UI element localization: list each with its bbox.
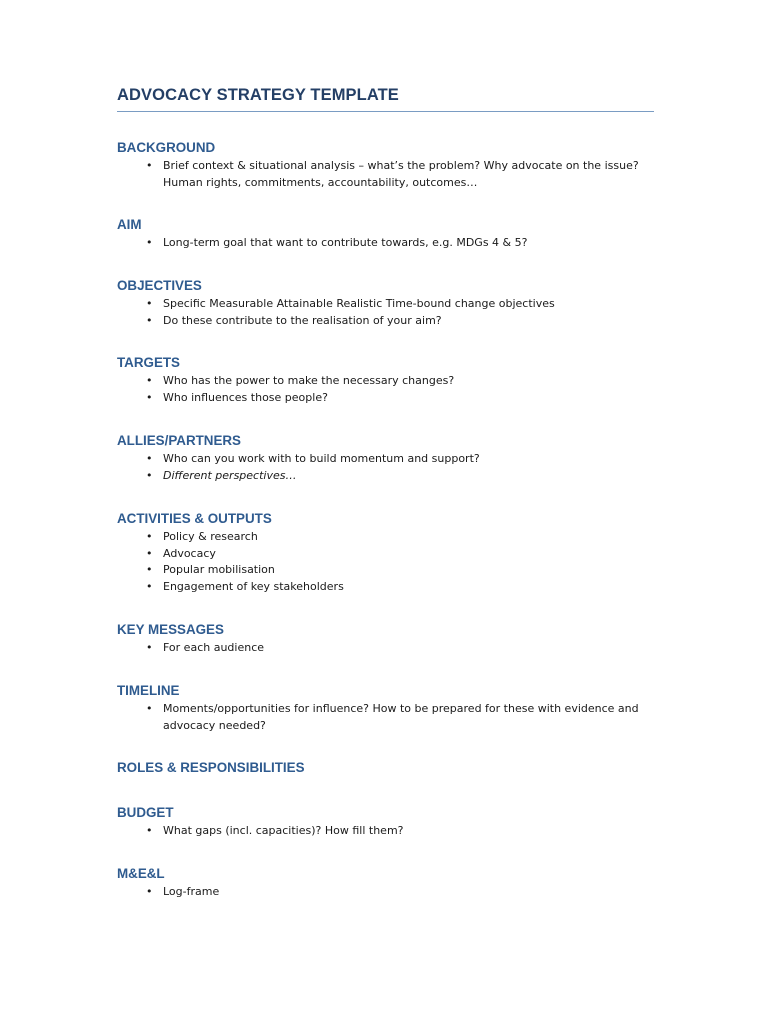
bullet-item bbox=[117, 823, 657, 840]
bullet-dot-icon: • bbox=[146, 297, 153, 310]
bullet-text: Do these contribute to the realisation of your aim? bbox=[163, 313, 442, 327]
bullet-list bbox=[117, 235, 657, 252]
bullet-list bbox=[117, 701, 657, 734]
bullet-text: Different perspectives… bbox=[163, 468, 297, 482]
section-heading: TARGETS bbox=[117, 355, 180, 370]
bullet-text: Log-frame bbox=[163, 885, 220, 898]
bullet-list bbox=[117, 373, 657, 406]
bullet-list bbox=[117, 640, 657, 657]
section-timeline bbox=[117, 683, 657, 734]
bullet-text: Specific Measurable Attainable Realistic Time-bound change objectives bbox=[163, 297, 555, 310]
section-background bbox=[117, 140, 657, 191]
section-key-messages bbox=[117, 622, 657, 657]
bullet-item bbox=[117, 562, 657, 579]
bullet-dot-icon: • bbox=[146, 390, 153, 404]
section-heading: ACTIVITIES & OUTPUTS bbox=[117, 511, 272, 526]
section-heading: M&E&L bbox=[117, 866, 165, 881]
bullet-item bbox=[117, 529, 657, 546]
bullet-text: For each audience bbox=[163, 641, 265, 654]
bullet-item bbox=[117, 390, 657, 407]
bullet-dot-icon: • bbox=[146, 824, 153, 837]
section-targets bbox=[117, 355, 657, 406]
bullet-item bbox=[117, 546, 657, 563]
bullet-list bbox=[117, 158, 657, 191]
bullet-dot-icon: • bbox=[146, 236, 153, 249]
bullet-item bbox=[117, 701, 657, 734]
bullet-item bbox=[117, 296, 657, 313]
bullet-item bbox=[117, 373, 657, 390]
section-activities-outputs bbox=[117, 511, 657, 595]
section-heading: ROLES & RESPONSIBILITIES bbox=[117, 760, 305, 775]
bullet-text: Moments/opportunities for influence? How to be prepared for these with evidence and advocacy needed? bbox=[163, 702, 639, 732]
bullet-text: Who influences those people? bbox=[163, 390, 328, 404]
bullet-item bbox=[117, 579, 657, 596]
bullet-text: Advocacy bbox=[163, 546, 216, 560]
bullet-dot-icon: • bbox=[146, 641, 153, 654]
bullet-dot-icon: • bbox=[146, 546, 153, 560]
bullet-text: Engagement of key stakeholders bbox=[163, 579, 344, 593]
section-heading: AIM bbox=[117, 217, 142, 232]
bullet-item bbox=[117, 235, 657, 252]
bullet-text: Who has the power to make the necessary changes? bbox=[163, 374, 455, 387]
section-heading: KEY MESSAGES bbox=[117, 622, 224, 637]
bullet-dot-icon: • bbox=[146, 313, 153, 327]
section-heading: BUDGET bbox=[117, 805, 174, 820]
section-budget bbox=[117, 805, 657, 840]
bullet-item bbox=[117, 313, 657, 330]
bullet-dot-icon: • bbox=[146, 159, 153, 172]
section-heading: OBJECTIVES bbox=[117, 278, 202, 293]
bullet-text: Popular mobilisation bbox=[163, 563, 275, 576]
section-aim bbox=[117, 217, 657, 252]
bullet-item bbox=[117, 451, 657, 468]
section-heading: ALLIES/PARTNERS bbox=[117, 433, 241, 448]
bullet-item bbox=[117, 468, 657, 485]
bullet-list bbox=[117, 823, 657, 840]
bullet-dot-icon: • bbox=[146, 374, 153, 387]
section-allies-partners bbox=[117, 433, 657, 484]
bullet-item bbox=[117, 884, 657, 901]
bullet-item bbox=[117, 640, 657, 657]
bullet-dot-icon: • bbox=[146, 530, 153, 543]
bullet-dot-icon: • bbox=[146, 579, 153, 593]
section-objectives bbox=[117, 278, 657, 329]
bullet-list bbox=[117, 296, 657, 329]
bullet-text: Long-term goal that want to contribute towards, e.g. MDGs 4 & 5? bbox=[163, 236, 528, 249]
title-divider bbox=[117, 111, 654, 112]
document-title: ADVOCACY STRATEGY TEMPLATE bbox=[117, 86, 399, 104]
section-m-e-l bbox=[117, 866, 657, 901]
bullet-list bbox=[117, 451, 657, 484]
bullet-list bbox=[117, 529, 657, 595]
bullet-text: What gaps (incl. capacities)? How fill them? bbox=[163, 824, 404, 837]
section-heading: TIMELINE bbox=[117, 683, 180, 698]
bullet-text: Policy & research bbox=[163, 530, 258, 543]
bullet-dot-icon: • bbox=[146, 563, 153, 576]
bullet-list bbox=[117, 884, 657, 901]
section-roles-responsibilities bbox=[117, 760, 657, 776]
bullet-text: Brief context & situational analysis – what’s the problem? Why advocate on the issue? Human rights, commitments, accountability, outcomes… bbox=[163, 159, 639, 189]
section-heading: BACKGROUND bbox=[117, 140, 216, 155]
bullet-dot-icon: • bbox=[146, 468, 153, 482]
bullet-dot-icon: • bbox=[146, 885, 153, 898]
bullet-item bbox=[117, 158, 657, 191]
bullet-text: Who can you work with to build momentum and support? bbox=[163, 452, 480, 465]
bullet-dot-icon: • bbox=[146, 452, 153, 465]
bullet-dot-icon: • bbox=[146, 702, 153, 715]
